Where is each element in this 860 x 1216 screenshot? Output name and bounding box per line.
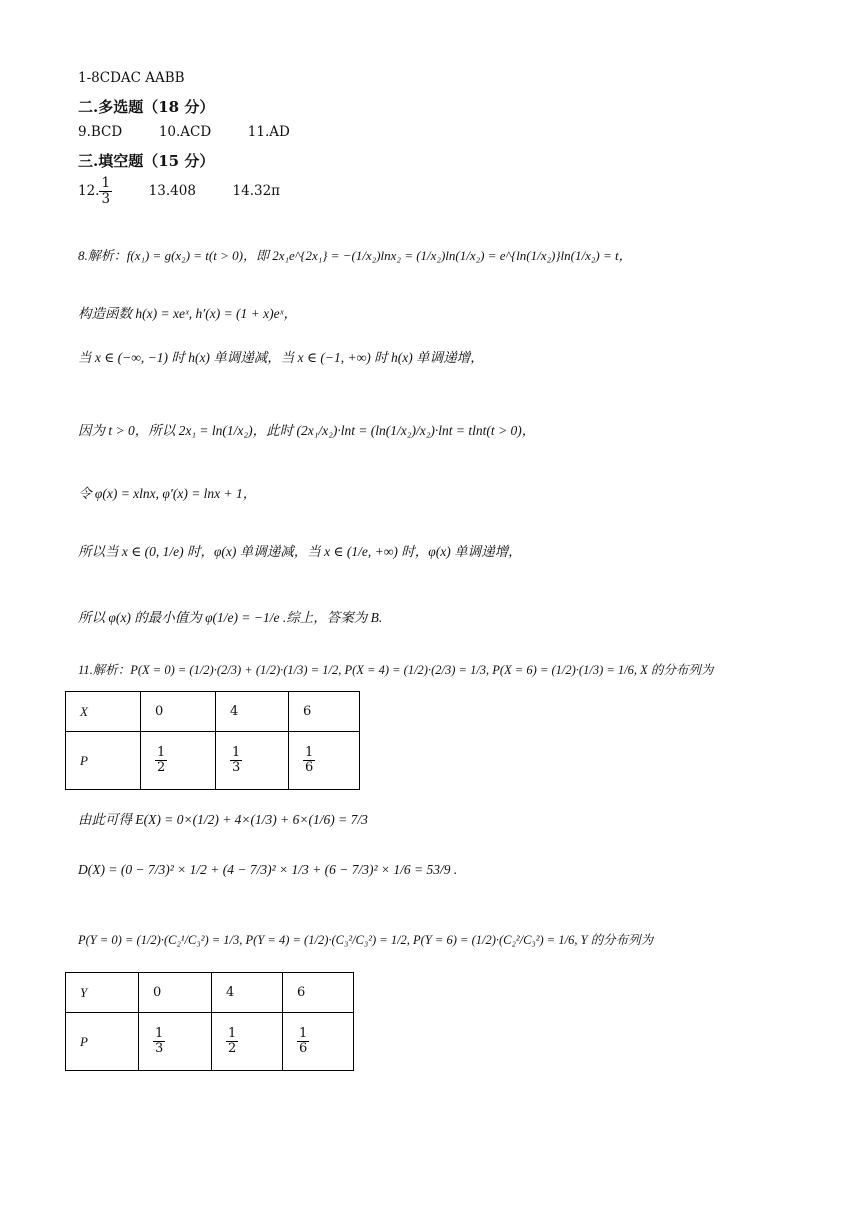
fill-blank-answers xyxy=(78,176,280,207)
answer-13: 13.408 xyxy=(148,182,196,199)
table-row xyxy=(66,973,354,1013)
q11-variance-line: D(X) = (0 − 7/3)² × 1/2 + (4 − 7/3)² × 1/3 + (6 − 7/3)² × 1/6 = 53/9 . xyxy=(78,862,458,877)
table-x-prob-2: $\frac{1}{6}$ xyxy=(289,732,360,790)
table-y-var: Y xyxy=(66,973,139,1013)
table-x-value-2: 6 xyxy=(289,692,360,732)
table-y-value-0: 0 xyxy=(139,973,212,1013)
q11-py-line: P(Y = 0) = (1/2)·(C₂¹/C₃²) = 1/3, P(Y = 4) = (1/2)·(C₃²/C₃²) = 1/2, P(Y = 6) = (1/2)·(C₂²/C₃²) = 1/6, Y 的分布列为 xyxy=(78,933,654,947)
table-x-prob-1: $\frac{1}{3}$ xyxy=(216,732,289,790)
q8-line-3: 当 x ∈ (−∞, −1) 时 h(x) 单调递减，当 x ∈ (−1, +∞) 时 h(x) 单调递增， xyxy=(78,350,484,365)
table-x-value-0: 0 xyxy=(141,692,216,732)
q8-line-1: 8.解析：f(x₁) = g(x₂) = t(t > 0)，即 2x₁e^{2x₁} = −(1/x₂)lnx₂ = (1/x₂)ln(1/x₂) = e^{ln(1/x₂)}ln(1/x₂) = t， xyxy=(78,248,632,263)
answer-14: 14.32π xyxy=(232,182,281,199)
q8-line-6: 所以当 x ∈ (0, 1/e) 时，φ(x) 单调递减，当 x ∈ (1/e, +∞) 时，φ(x) 单调递增， xyxy=(78,544,522,559)
answer-10: 10.ACD xyxy=(158,124,212,140)
table-y-prob-0: $\frac{1}{3}$ xyxy=(139,1013,212,1071)
table-y-prob-2: $\frac{1}{6}$ xyxy=(283,1013,354,1071)
table-row xyxy=(66,1013,354,1071)
multi-choice-heading: 二.多选题（18 分） xyxy=(78,98,215,116)
distribution-table-y xyxy=(65,972,354,1071)
table-x-var: X xyxy=(66,692,141,732)
table-row xyxy=(66,732,360,790)
q8-line-4: 因为 t > 0，所以 2x₁ = ln(1/x₂)，此时 (2x₁/x₂)·lnt = (ln(1/x₂)/x₂)·lnt = tlnt(t > 0)， xyxy=(78,423,536,438)
q8-line-2: 构造函数 h(x) = xeˣ, h′(x) = (1 + x)eˣ， xyxy=(78,306,297,321)
answer-12-prefix: 12. xyxy=(78,182,100,199)
q8-line-7: 所以 φ(x) 的最小值为 φ(1/e) = −1/e .综上，答案为 B. xyxy=(78,610,383,625)
table-y-prob-1: $\frac{1}{2}$ xyxy=(212,1013,283,1071)
answer-11: 11.AD xyxy=(247,124,290,140)
q8-line-5: 令 φ(x) = xlnx, φ′(x) = lnx + 1， xyxy=(78,486,257,501)
table-y-value-2: 6 xyxy=(283,973,354,1013)
q11-line-1: 11.解析：P(X = 0) = (1/2)·(2/3) + (1/2)·(1/3) = 1/2, P(X = 4) = (1/2)·(2/3) = 1/3, P(X = 6) = (1/2)·(1/3) = 1/6, X 的分布列为 xyxy=(78,663,714,677)
table-x-value-1: 4 xyxy=(216,692,289,732)
multi-choice-answers xyxy=(78,124,290,140)
q11-expectation-line: 由此可得 E(X) = 0×(1/2) + 4×(1/3) + 6×(1/6) = 7/3 xyxy=(78,812,368,827)
answer-12-fraction: $\frac{1}{3}$ xyxy=(101,175,111,207)
single-choice-answers: 1-8CDAC AABB xyxy=(78,70,185,86)
table-y-value-1: 4 xyxy=(212,973,283,1013)
distribution-table-x xyxy=(65,691,360,790)
table-x-prob-0: $\frac{1}{2}$ xyxy=(141,732,216,790)
table-x-prob-label: P xyxy=(66,732,141,790)
answer-9: 9.BCD xyxy=(78,124,123,140)
fill-blank-heading: 三.填空题（15 分） xyxy=(78,152,215,170)
table-y-prob-label: P xyxy=(66,1013,139,1071)
table-row xyxy=(66,692,360,732)
